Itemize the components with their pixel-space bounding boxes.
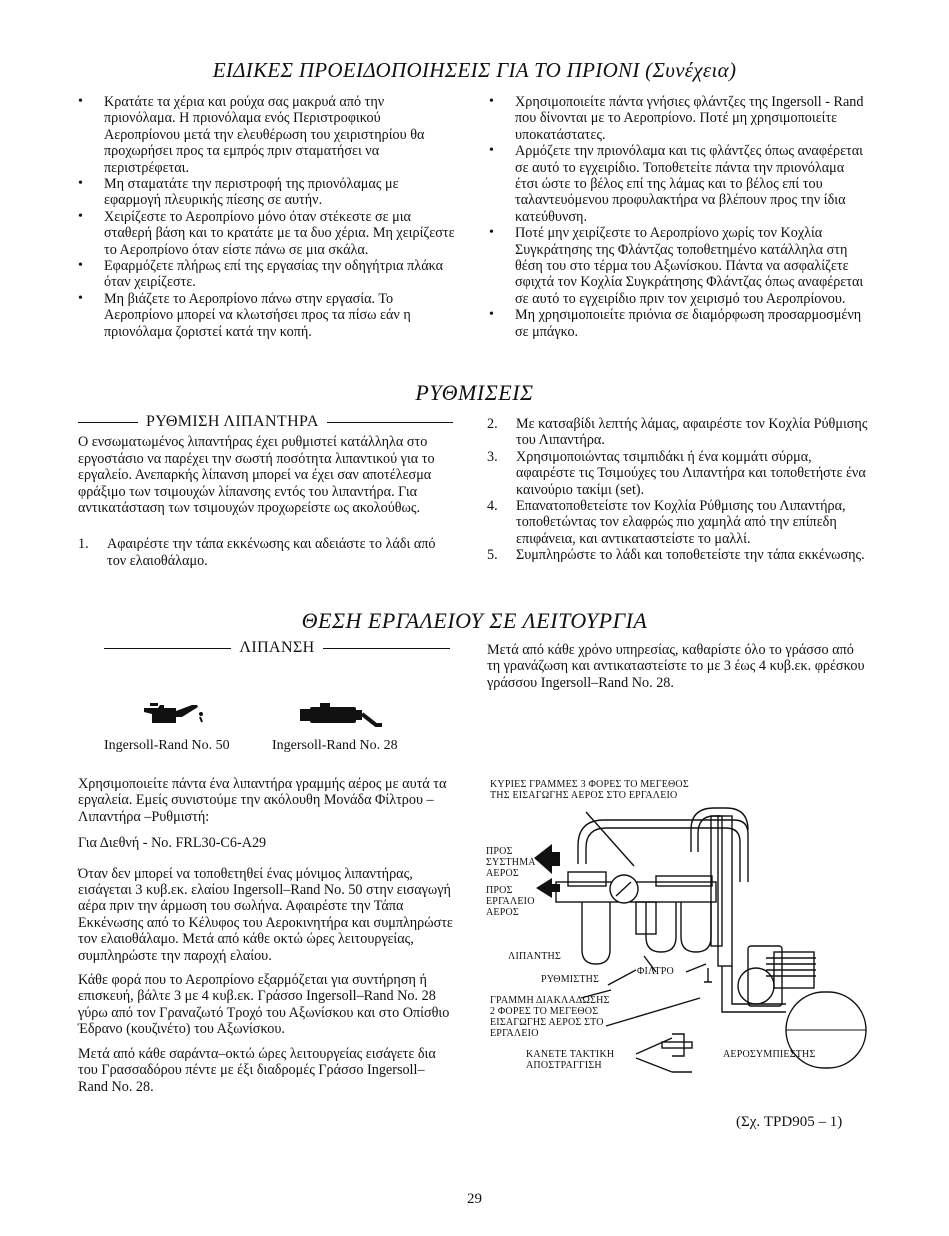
diagram-label-drain-2: ΑΠΟΣΤΡΑΓΓΙΣΗ bbox=[526, 1060, 602, 1071]
adjustment-step: 2. Με κατσαβίδι λεπτής λάμας, αφαιρέστε τον Κοχλία Ρύθμισης του Λιπαντήρα. bbox=[487, 416, 868, 449]
diagram-label-regulator: ΡΥΘΜΙΣΤΗΣ bbox=[541, 974, 600, 985]
diagram-label-to-system-2: ΣΥΣΤΗΜΑ bbox=[486, 857, 536, 868]
diagram-label-to-tool-2: ΕΡΓΑΛΕΙΟ bbox=[486, 896, 535, 907]
warning-item: • Χειρίζεστε το Αεροπρίονο μόνο όταν στέκεστε σε μια σταθερή βάση και το κρατάτε με τα δυο χέρια. Μη χειρίζεστε το Αεροπρίονο όταν είστε πάνω σε μια σκάλα. bbox=[78, 209, 456, 258]
diagram-label-to-tool-3: ΑΕΡΟΣ bbox=[486, 907, 519, 918]
page-number: 29 bbox=[467, 1191, 482, 1207]
diagram-label-branch-2: 2 ΦΟΡΕΣ ΤΟ ΜΕΓΕΘΟΣ bbox=[490, 1006, 599, 1017]
warning-item: • Αρμόζετε την πριονόλαμα και τις φλάντζες όπως αναφέρεται σε αυτό το εγχειρίδιο. Τοποθετείτε πάντα την πριονόλαμα έτσι ώστε το βέλος επί της λάμας και το βέλος επί του ταλαντευόμενου προφυλακτήρα να βλέπουν προς την ίδια κατεύθυνση. bbox=[489, 143, 869, 225]
no-lubricator-text: Όταν δεν μπορεί να τοποθετηθεί ένας μόνιμος λιπαντήρας, εισάγεται 3 κυβ.εκ. ελαίου Ingersoll–Rand No. 50 στην εισαγωγή αέρα πριν την άρμωση του σωλήνα. Αφαιρέστε την Τάπα Εκκένωσης από το Κέλυφος του Αεροκινητήρα και συμπληρώστε τον ελαιοθάλαμο. Μετά από κάθε οκτώ ώρες λειτουργείας, συμπληρώστε την παροχή ελαίου. bbox=[78, 865, 453, 964]
diagram-label-branch-1: ΓΡΑΜΜΗ ΔΙΑΚΛΑΔΩΣΗΣ bbox=[490, 995, 610, 1006]
warning-item: • Μη σταματάτε την περιστροφή της πριονόλαμας με εφαρμογή πλευρικής πίεσης σε αυτήν. bbox=[78, 176, 456, 209]
warnings-right-column bbox=[489, 94, 869, 340]
adjustment-step: 1. Αφαιρέστε την τάπα εκκένωσης και αδειάστε το λάδι από τον ελαιοθάλαμο. bbox=[78, 536, 436, 569]
lubricator-adjust-subhead: ΡΥΘΜΙΣΗ ΛΙΠΑΝΤΗΡΑ bbox=[78, 414, 453, 430]
diagram-label-to-system-3: ΑΕΡΟΣ bbox=[486, 868, 519, 879]
warnings-left-column bbox=[78, 94, 456, 340]
diagram-label-drain-1: ΚΑΝΕΤΕ ΤΑΚΤΙΚΗ bbox=[526, 1049, 615, 1060]
page-title: ΕΙΔΙΚΕΣ ΠΡΟΕΙΔΟΠΟΙΗΣΕΙΣ ΓΙΑ ΤΟ ΠΡΙΟΝΙ (Συνέχεια) bbox=[212, 58, 737, 82]
adjustments-steps-right bbox=[487, 416, 869, 564]
frl-recommendation-text: Χρησιμοποιείτε πάντα ένα λιπαντήρα γραμμής αέρος με αυτά τα εργαλεία. Εμείς συνιστούμε την ακόλουθη Μονάδα Φίλτρου –Λιπαντήρα –Ρυθμιστή: bbox=[78, 776, 447, 825]
diagram-label-lubricator: ΛΙΠΑΝΤΗΣ bbox=[508, 951, 561, 962]
operation-section-title: ΘΕΣΗ ΕΡΓΑΛΕΙΟΥ ΣΕ ΛΕΙΤΟΥΡΓΙΑ bbox=[301, 608, 648, 633]
warning-item: • Μη χρησιμοποιείτε πριόνια σε διαμόρφωση προσαρμοσμένη σε μπάγκο. bbox=[489, 307, 869, 340]
warning-item: • Κρατάτε τα χέρια και ρούχα σας μακρυά από την πριονόλαμα. Η πριονόλαμα ενός Περιστροφικού Αεροπρίονου μετά την ελευθέρωση του χειριστηρίου θα προχωρήσει προς τα εμπρός πριν σταματήσει να περιστρέφεται. bbox=[78, 94, 456, 176]
diagram-label-compressor: ΑΕΡΟΣΥΜΠΙΕΣΤΗΣ bbox=[723, 1049, 816, 1060]
diagram-label-to-tool-1: ΠΡΟΣ bbox=[486, 885, 513, 896]
lubrication-subhead-wrap bbox=[104, 640, 450, 656]
product-caption-grease: Ingersoll-Rand No. 28 bbox=[272, 738, 398, 753]
adjustments-section-title: ΡΥΘΜΙΣΕΙΣ bbox=[415, 380, 534, 405]
grease-service-text: Κάθε φορά που το Αεροπρίονο εξαρμόζεται για συντήρηση ή επισκευή, βάλτε 3 με 4 κυβ.εκ. Γράσσο Ingersoll–Rand No. 28 γύρω από τον Γραναζωτό Τροχό του Αξωνίσκου και στο Οπίσθιο Έδρανο (κουζινέτο) του Αξωνίσκου. bbox=[78, 972, 450, 1038]
international-model-text: Για Διεθνή - No. FRL30-C6-A29 bbox=[78, 835, 267, 852]
warning-item: • Μη βιάζετε το Αεροπρίονο πάνω στην εργασία. Το Αεροπρίονο μπορεί να κλωτσήσει προς τα πίσω εάν η πριονόλαμα ζοριστεί κατά την κοπή. bbox=[78, 291, 456, 340]
figure-caption: (Σχ. TPD905 – 1) bbox=[736, 1114, 843, 1130]
warning-item: • Εφαρμόζετε πλήρως επί της εργασίας την οδηγήτρια πλάκα όταν χειρίζεστε. bbox=[78, 258, 456, 291]
operation-right-intro: Μετά από κάθε χρόνο υπηρεσίας, καθαρίστε όλο το γράσσο από τη γρανάζωση και αντικαταστείστε το με 3 έως 4 κυβ.εκ. φρέσκου γράσσου Ingersoll–Rand No. 28. bbox=[487, 642, 865, 691]
adjustments-intro: Ο ενσωματωμένος λιπαντήρας έχει ρυθμιστεί κατάλληλα στο εργοστάσιο να παρέχει την σωστή ποσότητα λιπαντικού για το εργαλείο. Ανεπαρκής λίπανση μπορεί να έχει σαν αποτέλεσμα φράξιμο των τσιμουχών λίπανσης εντός του λιπαντήρα. Για αντικατάσταση των τσιμουχών προχωρείστε ως ακολούθως. bbox=[78, 434, 435, 517]
diagram-label-to-system-1: ΠΡΟΣ bbox=[486, 846, 513, 857]
diagram-label-main-lines-2: ΤΗΣ ΕΙΣΑΓΩΓΗΣ ΑΕΡΟΣ ΣΤΟ ΕΡΓΑΛΕΙΟ bbox=[490, 790, 678, 801]
adjustments-steps-left bbox=[78, 536, 453, 569]
diagram-label-filter: ΦΙΛΤΡΟ bbox=[637, 966, 674, 977]
product-caption-oil: Ingersoll-Rand No. 50 bbox=[104, 738, 230, 753]
grease-interval-text: Μετά από κάθε σαράντα–οκτώ ώρες λειτουργείας εισάγετε δια του Γρασσαδόρου πέντε με έξι διαδρομές Γράσσο Ingersoll–Rand No. 28. bbox=[78, 1045, 436, 1095]
adjustments-left-column bbox=[78, 414, 453, 569]
diagram-label-branch-3: ΕΙΣΑΓΩΓΗΣ ΑΕΡΟΣ ΣΤΟ bbox=[490, 1017, 604, 1028]
adjustment-step: 4. Επανατοποθετείστε τον Κοχλία Ρύθμισης του Λιπαντήρα, τοποθετώντας τον ελαφρώς πιο χαμηλά από την επίπεδη επιφάνεια, και αντικαταστείστε το μαλλί. bbox=[487, 498, 846, 547]
diagram-label-main-lines-1: ΚΥΡΙΕΣ ΓΡΑΜΜΕΣ 3 ΦΟΡΕΣ ΤΟ ΜΕΓΕΘΟΣ bbox=[490, 779, 689, 790]
oil-can-icon bbox=[142, 700, 210, 728]
air-line-diagram bbox=[486, 772, 871, 1090]
diagram-label-branch-4: ΕΡΓΑΛΕΙΟ bbox=[490, 1028, 539, 1039]
adjustments-right-column bbox=[487, 416, 869, 564]
grease-tube-icon bbox=[298, 700, 384, 730]
warning-item: • Χρησιμοποιείτε πάντα γνήσιες φλάντζες της Ingersoll - Rand που δίνονται με το Αεροπρίονο. Ποτέ μη χρησιμοποιείτε υποκατάστατες. bbox=[489, 94, 869, 143]
lubrication-text-column bbox=[78, 776, 454, 1095]
lubrication-subhead: ΛΙΠΑΝΣΗ bbox=[104, 640, 450, 656]
adjustment-step: 3. Χρησιμοποιώντας τσιμπιδάκι ή ένα κομμάτι σύρμα, αφαιρέστε τις Τσιμούχες του Λιπαντήρα και τοποθετήστε ένα καινούριο τακίμι (set). bbox=[487, 448, 866, 498]
adjustment-step: 5. Συμπληρώστε το λάδι και τοποθετείστε την τάπα εκκένωσης. bbox=[487, 547, 865, 564]
warning-item: • Ποτέ μην χειρίζεστε το Αεροπρίονο χωρίς τον Κοχλία Συγκράτησης της Φλάντζας τοποθετημένο κατάλληλα στη θέση του στο τέρμα του Αξωνίσκου. Πάντα να ασφαλίζετε σφιχτά τον Κοχλία Συγκράτησης Φλάντζας όπως αναφέρεται σε αυτό το εγχειρίδιο πριν τον χειρισμό του Αεροπρίονου. bbox=[489, 225, 869, 307]
